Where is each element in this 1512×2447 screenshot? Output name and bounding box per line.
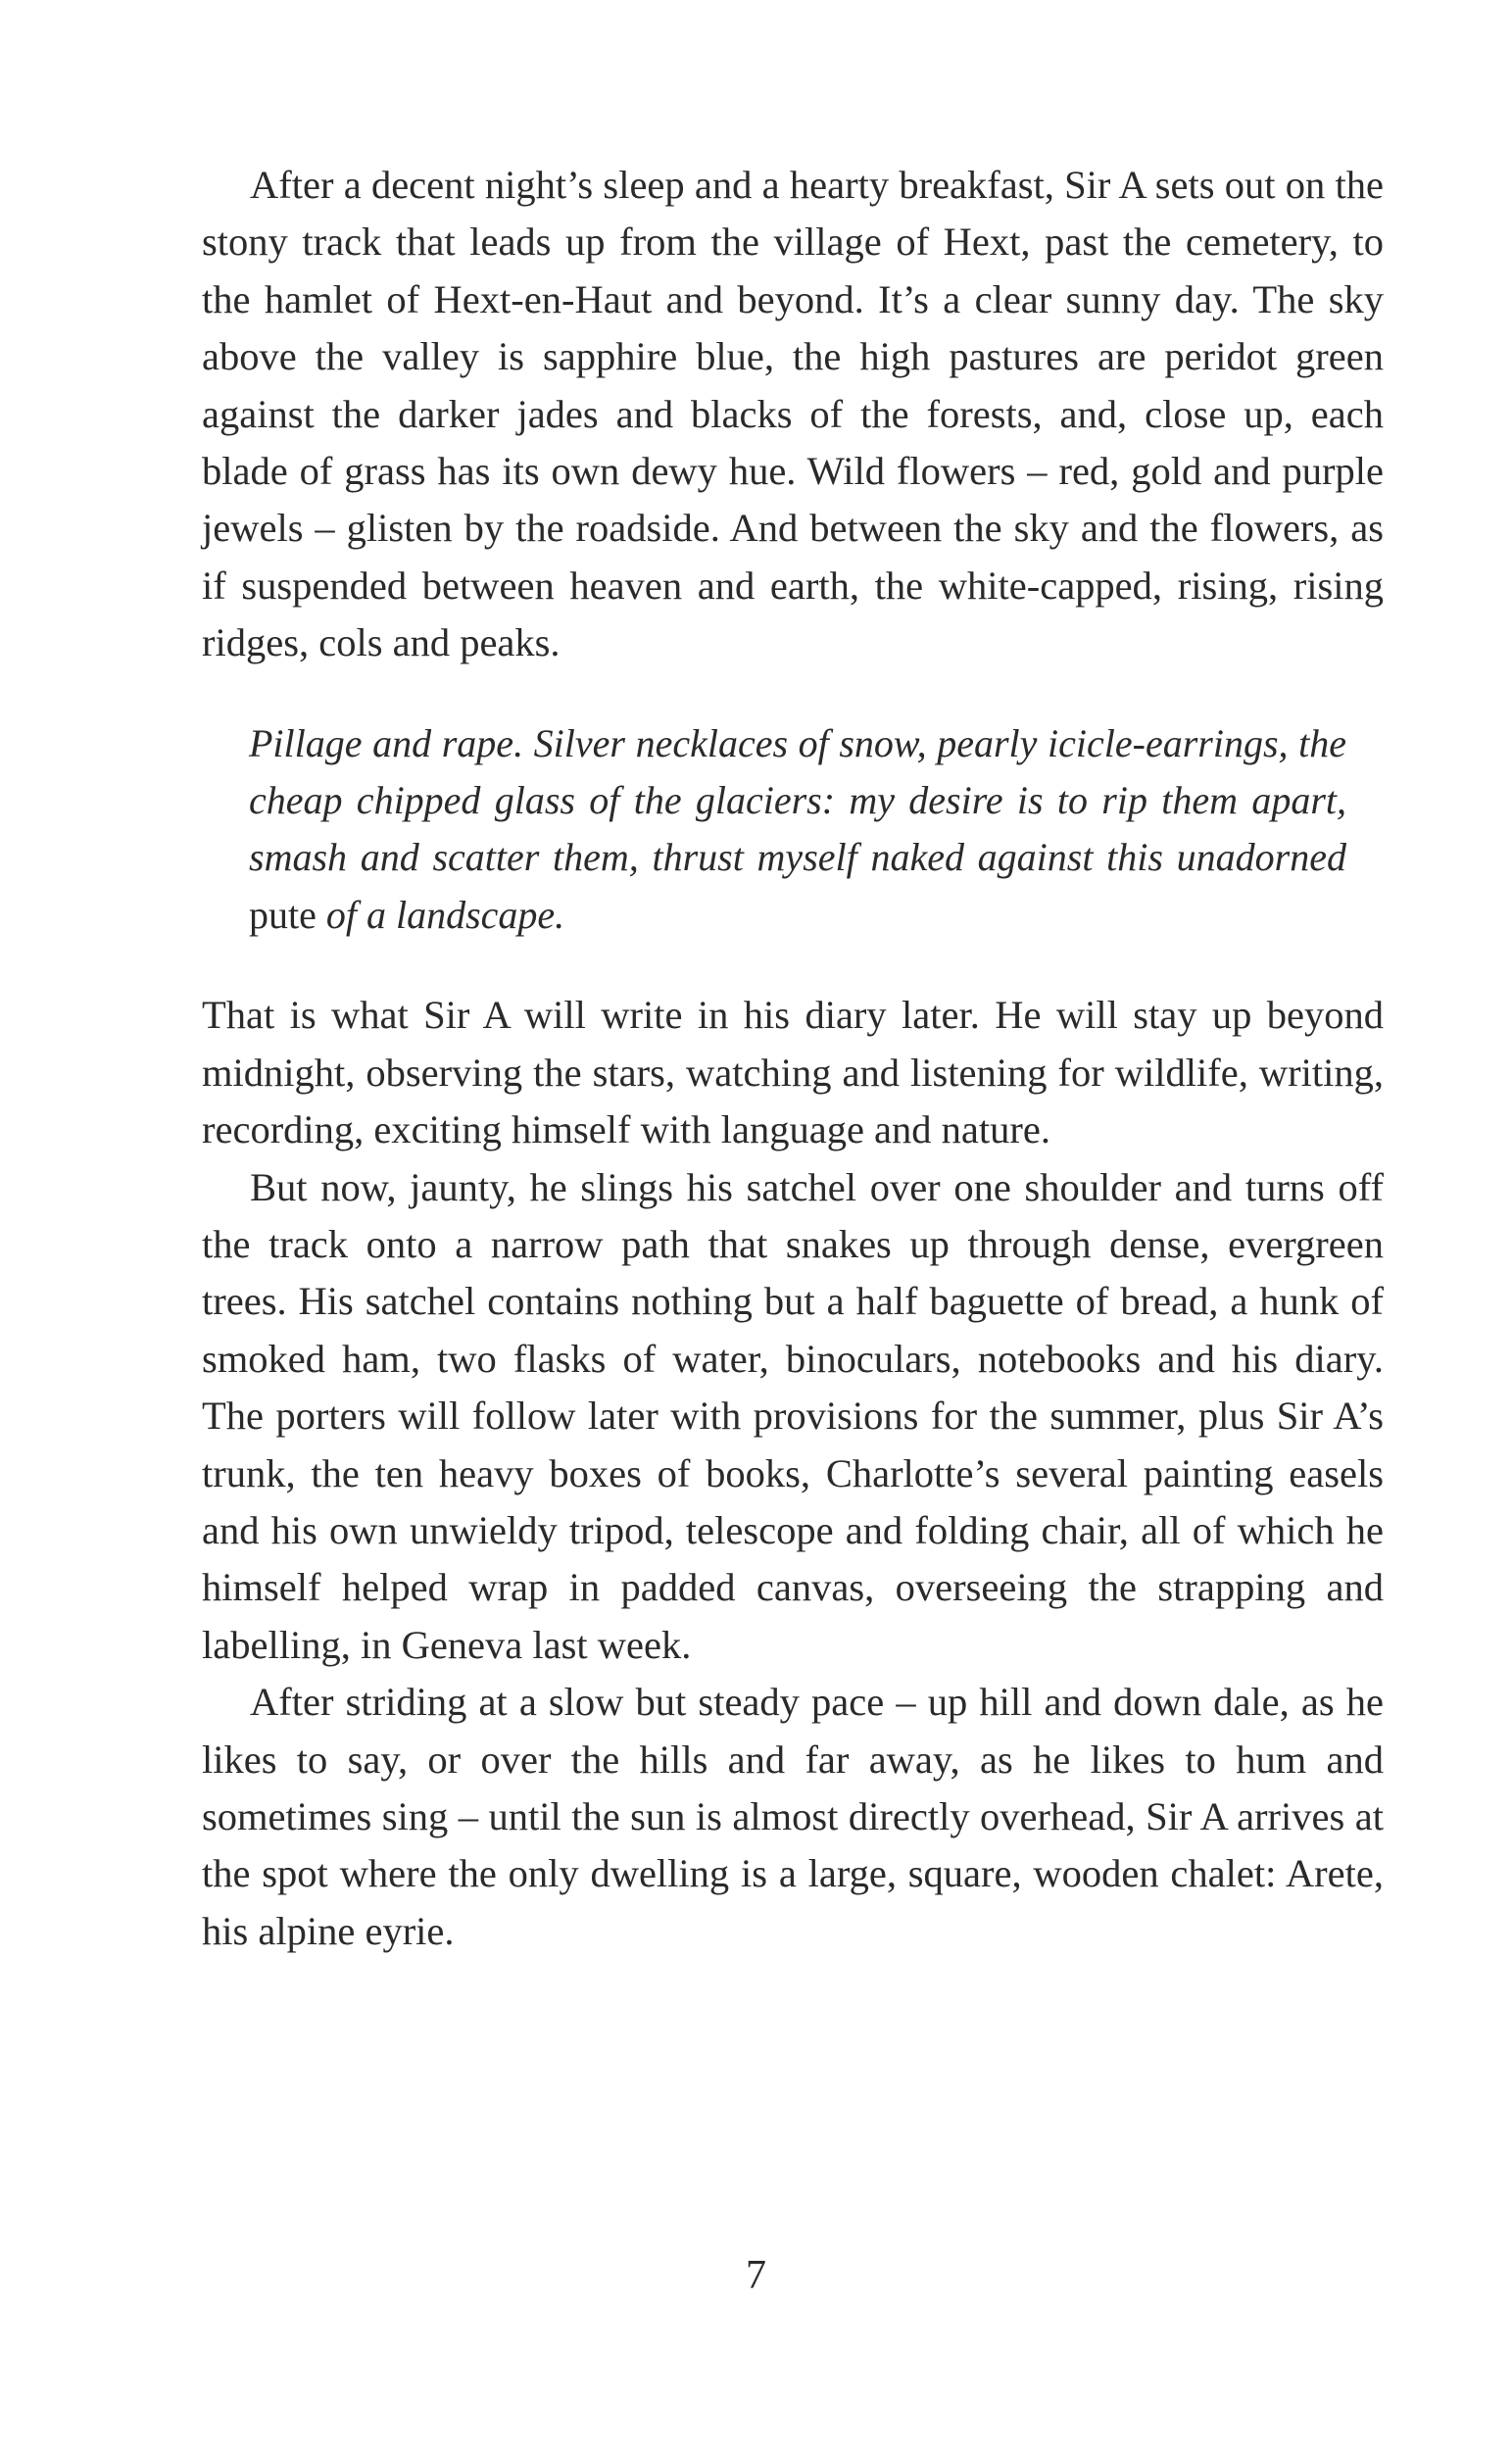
diary-quote bbox=[249, 715, 1346, 945]
quote-roman-word: pute bbox=[249, 892, 326, 937]
paragraph-1: After a decent night’s sleep and a hearty breakfast, Sir A sets out on the stony track that leads up from the village of Hext, past the cemetery, to the hamlet of Hext-en-Haut and beyond. It’s a clear sunny day. The sky above the valley is sapphire blue, the high pastures are peridot green against the darker jades and blacks of the forests, and, close up, each blade of grass has its own dewy hue. Wild flowers – red, gold and purple jewels – glisten by the roadside. And between the sky and the flowers, as if suspended between heaven and earth, the white-capped, rising, rising ridges, cols and peaks. bbox=[202, 163, 1384, 665]
paragraph-2: That is what Sir A will write in his diary later. He will stay up beyond midnight, observing the stars, watching and listening for wildlife, writing, recording, exciting himself with language and nature. bbox=[202, 993, 1384, 1152]
quote-italic-lead: Pillage and rape. Silver necklaces of snow, pearly icicle-earrings, the cheap chipped glass of the glaciers: my desire is to rip them apart, smash and scatter them, thrust myself naked against this unadorned bbox=[249, 720, 1346, 880]
quote-italic-tail: of a landscape. bbox=[325, 892, 565, 937]
paragraph-4: After striding at a slow but steady pace – up hill and down dale, as he likes to say, or over the hills and far away, as he likes to hum and sometimes sing – until the sun is almost directly overhead, Sir A arrives at the spot where the only dwelling is a large, square, wooden chalet: Arete, his alpine eyrie. bbox=[202, 1680, 1384, 1953]
paragraph-3: But now, jaunty, he slings his satchel over one shoulder and turns off the track onto a narrow path that snakes up through dense, evergreen trees. His satchel contains nothing but a half baguette of bread, a hunk of smoked ham, two flasks of water, binoculars, notebooks and his diary. The porters will follow later with provisions for the summer, plus Sir A’s trunk, the ten heavy boxes of books, Charlotte’s several painting easels and his own unwieldy tripod, telescope and folding chair, all of which he himself helped wrap in padded canvas, overseeing the strapping and labelling, in Geneva last week. bbox=[202, 1164, 1384, 1667]
page-number: 7 bbox=[746, 2253, 766, 2298]
page-body bbox=[202, 157, 1384, 1960]
